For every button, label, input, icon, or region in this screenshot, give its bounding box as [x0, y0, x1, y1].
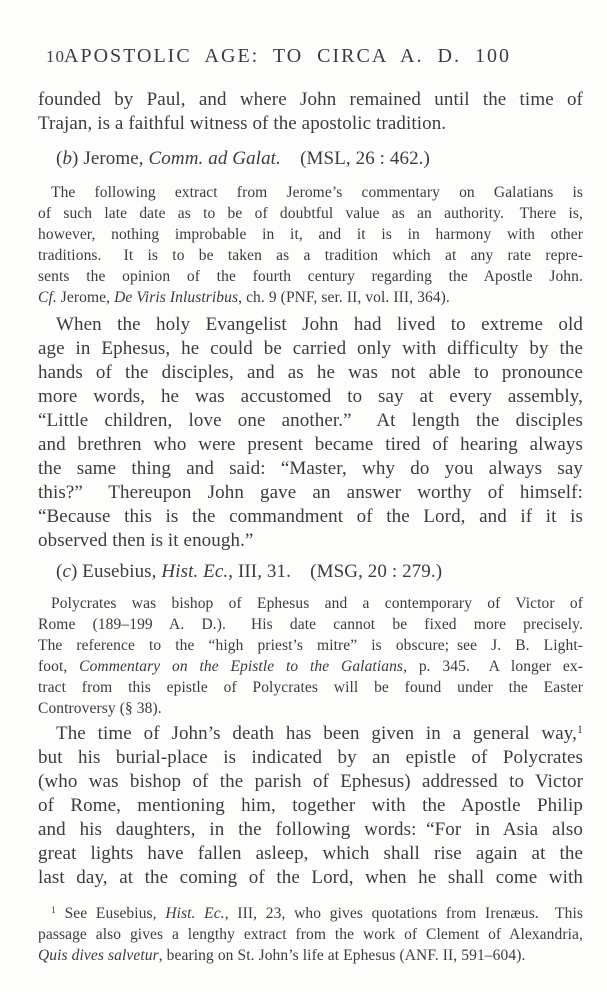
section-heading-c-eusebius: [38, 560, 583, 584]
text-segment: and brethren who were present became tired of hearing always: [38, 434, 583, 455]
text-segment: “Because this is the commandment of the Lord, and if it is: [38, 506, 583, 527]
text-segment: (who was bishop of the parish of Ephesus) addressed to Victor: [38, 771, 583, 792]
editorial-note-jerome: [38, 182, 583, 308]
page-number: 10: [46, 47, 65, 66]
text-segment: sents the opinion of the fourth century regarding the Apostle John.: [38, 268, 583, 285]
text-segment: of such late date as to be of doubtful value as an authority. There is,: [38, 205, 583, 222]
text-line: [38, 361, 583, 385]
text-segment: “Little children, love one another.” At length the disciples: [38, 410, 583, 431]
text-line: [38, 818, 583, 842]
text-segment: De Viris Inlustribus: [114, 289, 239, 306]
text-segment: ) Jerome,: [72, 148, 149, 169]
text-line: [38, 481, 583, 505]
text-segment: but his burial-place is indicated by an epistle of Polycrates: [38, 747, 583, 768]
text-line: [38, 224, 583, 245]
text-segment: Quis dives salvetur: [38, 947, 159, 964]
text-segment: Controversy (§ 38).: [38, 700, 162, 717]
text-segment: The reference to the “high priest’s mitre” is obscure; see J. B. Light-: [38, 637, 583, 654]
text-segment: , bearing on St. John’s life at Ephesus (ANF. II, 591–604).: [158, 947, 526, 964]
text-segment: ) Eusebius,: [70, 561, 162, 582]
text-segment: tract from this epistle of Polycrates will be found under the Easter: [38, 679, 583, 696]
text-line: [38, 924, 583, 945]
text-line: [38, 337, 583, 361]
paragraph-continuation: [38, 88, 583, 136]
text-line: [38, 409, 583, 433]
text-segment: c: [62, 561, 71, 582]
text-line: [38, 903, 583, 924]
text-segment: Comm. ad Galat.: [148, 148, 281, 169]
text-line: [38, 433, 583, 457]
text-line: [38, 88, 583, 112]
section-heading-b-jerome: [38, 147, 583, 171]
text-segment: Trajan, is a faithful witness of the apostolic tradition.: [38, 113, 447, 134]
footnote-reference: 1: [51, 904, 56, 916]
text-segment: , III, 31. (MSG, 20 : 279.): [228, 561, 443, 582]
text-line: [38, 593, 583, 614]
page-body: [38, 88, 583, 966]
text-segment: the same thing and said: “Master, why do you always say: [38, 458, 583, 479]
text-line: [38, 866, 583, 890]
text-segment: See Eusebius,: [55, 905, 166, 922]
running-head: [38, 45, 583, 67]
text-segment: observed then is it enough.”: [38, 530, 254, 551]
text-segment: Polycrates was bishop of Ephesus and a contemporary of Victor of: [51, 595, 583, 612]
text-line: [38, 722, 583, 746]
footnote: [38, 903, 583, 966]
text-segment: foot,: [38, 658, 80, 675]
text-line: [38, 313, 583, 337]
text-line: [38, 266, 583, 287]
editorial-note-polycrates: [38, 593, 583, 719]
text-segment: Commentary on the Epistle to the Galatians: [79, 658, 404, 675]
text-line: [38, 529, 583, 553]
text-segment: of Rome, mentioning him, together with the Apostle Philip: [38, 795, 583, 816]
text-segment: last day, at the coming of the Lord, when he shall come with: [38, 867, 583, 888]
text-line: [38, 794, 583, 818]
paragraph-jerome-extract: [38, 313, 583, 553]
text-segment: b: [62, 148, 73, 169]
text-line: [38, 287, 583, 308]
text-segment: (: [56, 561, 63, 582]
text-line: [38, 182, 583, 203]
text-segment: hands of the disciples, and as he was not able to pronounce: [38, 362, 583, 383]
text-line: [38, 656, 583, 677]
text-segment: (MSL, 26 : 462.): [280, 148, 430, 169]
text-segment: age in Ephesus, he could be carried only with difficulty by the: [38, 338, 583, 359]
text-segment: When the holy Evangelist John had lived to extreme old: [56, 314, 583, 335]
text-segment: The following extract from Jerome’s commentary on Galatians is: [51, 184, 583, 201]
text-segment: (: [56, 148, 63, 169]
text-line: [38, 635, 583, 656]
text-segment: this?” Thereupon John gave an answer worthy of himself:: [38, 482, 583, 503]
text-line: [38, 677, 583, 698]
footnote-reference: 1: [577, 722, 583, 736]
text-segment: Cf.: [38, 289, 57, 306]
text-line: [38, 385, 583, 409]
text-line: [38, 112, 583, 136]
text-line: [38, 842, 583, 866]
text-segment: , III, 23, who gives quotations from Irenæus. This: [224, 905, 583, 922]
text-line: [38, 203, 583, 224]
text-segment: passage also gives a lengthy extract from the work of Clement of Alexandria,: [38, 926, 583, 943]
text-segment: The time of John’s death has been given in a general way,: [56, 723, 578, 744]
text-line: [38, 560, 583, 584]
text-segment: Jerome,: [56, 289, 115, 306]
text-segment: traditions. It is to be taken as a tradition which at any rate repre-: [38, 247, 583, 264]
text-line: [38, 770, 583, 794]
text-segment: Hist. Ec.: [165, 905, 225, 922]
text-segment: Hist. Ec.: [161, 561, 229, 582]
text-line: [38, 457, 583, 481]
paragraph-eusebius-extract: [38, 722, 583, 890]
text-line: [38, 147, 583, 171]
running-title: APOSTOLIC AGE: TO CIRCA A. D. 100: [64, 45, 511, 67]
text-segment: great lights have fallen asleep, which shall rise again at the: [38, 843, 583, 864]
text-segment: more words, he was accustomed to say at every assembly,: [38, 386, 583, 407]
text-segment: , p. 345. A longer ex-: [403, 658, 583, 675]
text-segment: however, nothing improbable in it, and it is in harmony with other: [38, 226, 583, 243]
text-segment: founded by Paul, and where John remained until the time of: [38, 89, 583, 110]
text-line: [38, 505, 583, 529]
text-line: [38, 746, 583, 770]
text-segment: , ch. 9 (PNF, ser. II, vol. III, 364).: [238, 289, 450, 306]
text-segment: and his daughters, in the following words: “For in Asia also: [38, 819, 583, 840]
text-line: [38, 614, 583, 635]
text-line: [38, 945, 583, 966]
text-line: [38, 245, 583, 266]
text-segment: Rome (189–199 A. D.). His date cannot be fixed more precisely.: [38, 616, 583, 633]
text-line: [38, 698, 583, 719]
